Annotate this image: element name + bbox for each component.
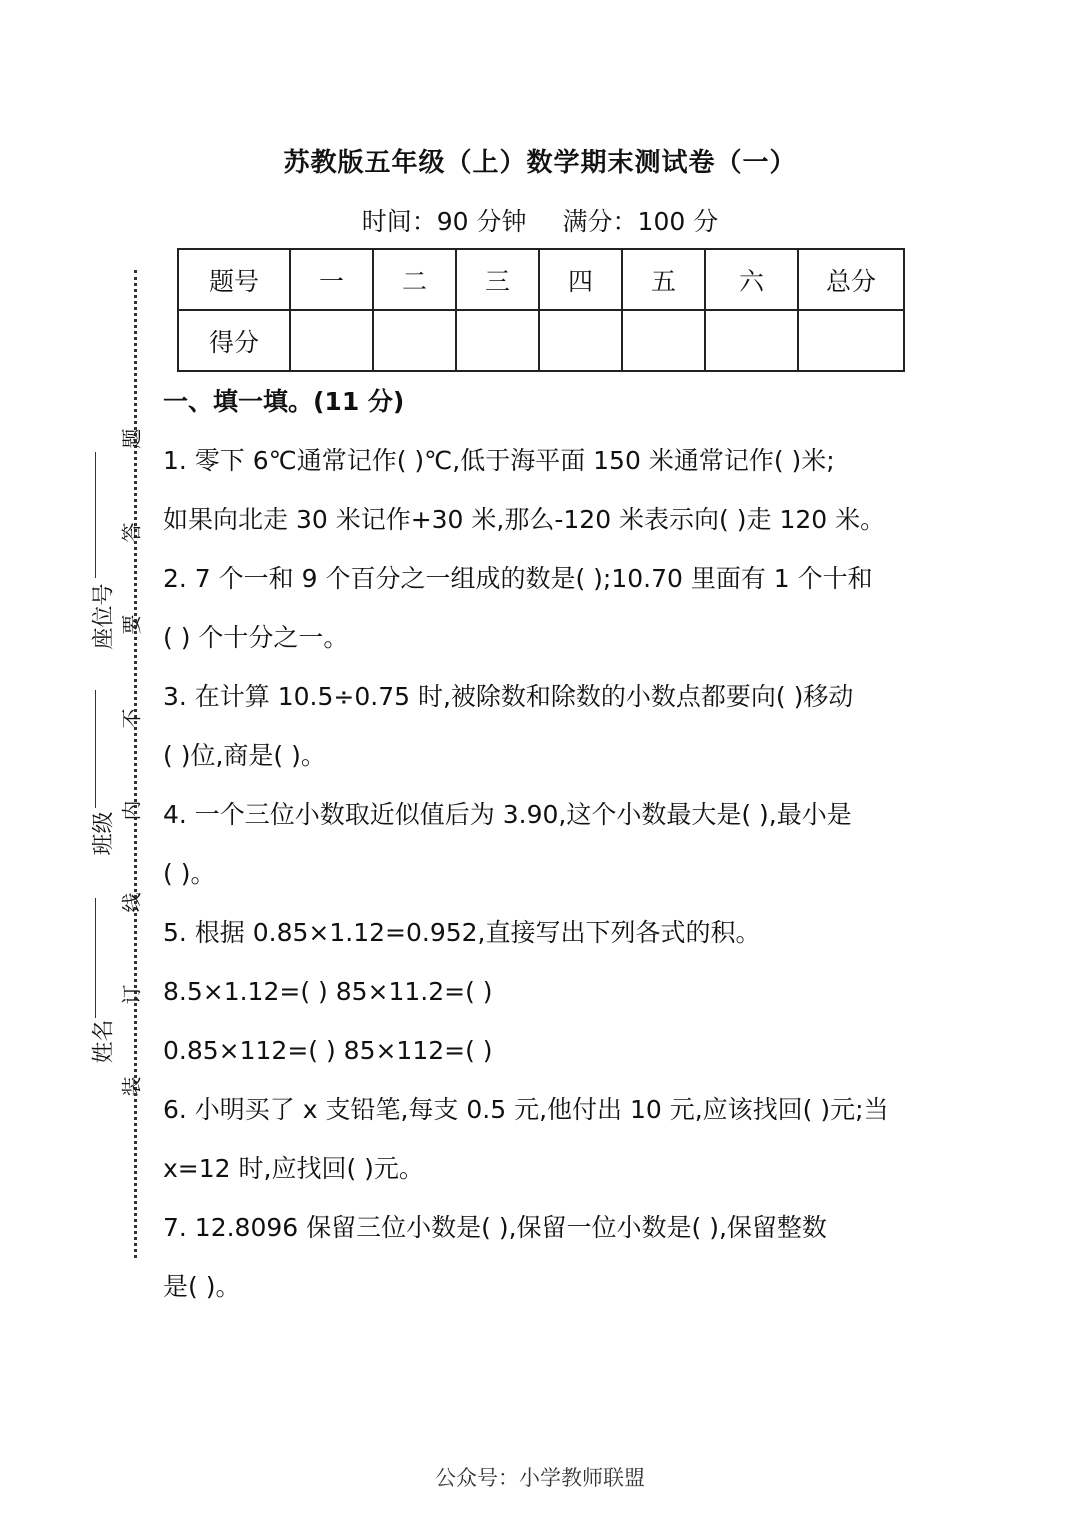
score-cell[interactable] [373, 310, 456, 371]
score-cell[interactable] [622, 310, 705, 371]
binding-char: 答 [119, 522, 144, 543]
seat-underline [95, 452, 96, 578]
header-cell: 三 [456, 249, 539, 310]
seat-label: 座位号 [91, 583, 117, 650]
exam-full-score: 满分：100 分 [562, 207, 719, 236]
question-line: ( )位,商是( )。 [163, 741, 326, 770]
question-line: 0.85×112=( ) 85×112=( ) [163, 1036, 493, 1065]
question-line: 7. 12.8096 保留三位小数是( ),保留一位小数是( ),保留整数 [163, 1213, 827, 1242]
class-underline [95, 690, 96, 808]
question-line: 3. 在计算 10.5÷0.75 时,被除数和除数的小数点都要向( )移动 [163, 682, 854, 711]
binding-char: 不 [119, 708, 144, 729]
section-heading: 一、填一填。(11 分) [163, 387, 405, 416]
question-line: 5. 根据 0.85×1.12=0.952,直接写出下列各式的积。 [163, 918, 761, 947]
header-cell: 一 [290, 249, 373, 310]
header-cell: 题号 [178, 249, 290, 310]
score-cell[interactable] [290, 310, 373, 371]
question-line: 6. 小明买了 x 支铅笔,每支 0.5 元,他付出 10 元,应该找回( )元;当 [163, 1095, 889, 1124]
question-line: x=12 时,应找回( )元。 [163, 1154, 424, 1183]
footer-credit: 公众号：小学教师联盟 [435, 1466, 645, 1490]
question-line: 如果向北走 30 米记作+30 米,那么-120 米表示向( )走 120 米。 [163, 505, 886, 534]
question-line: 1. 零下 6℃通常记作( )℃,低于海平面 150 米通常记作( )米; [163, 446, 835, 475]
binding-char: 要 [119, 614, 144, 635]
score-cell[interactable] [456, 310, 539, 371]
header-cell: 二 [373, 249, 456, 310]
exam-title: 苏教版五年级（上）数学期末测试卷（一） [283, 148, 797, 178]
header-cell: 四 [539, 249, 622, 310]
score-cell[interactable] [705, 310, 798, 371]
header-cell: 六 [705, 249, 798, 310]
name-underline [95, 898, 96, 1018]
header-cell: 五 [622, 249, 705, 310]
binding-char: 线 [119, 892, 144, 913]
question-line: 是( )。 [163, 1272, 241, 1301]
question-line: ( ) 个十分之一。 [163, 623, 349, 652]
score-cell[interactable] [798, 310, 904, 371]
exam-info [0, 202, 1080, 238]
score-table [177, 248, 905, 372]
question-line: 8.5×1.12=( ) 85×11.2=( ) [163, 977, 493, 1006]
row-label: 得分 [178, 310, 290, 371]
binding-dotted-line [134, 270, 137, 1258]
score-table-header-row [178, 249, 904, 310]
binding-char: 内 [119, 800, 144, 821]
question-line: 4. 一个三位小数取近似值后为 3.90,这个小数最大是( ),最小是 [163, 800, 852, 829]
class-label: 班级 [91, 811, 117, 856]
question-line: 2. 7 个一和 9 个百分之一组成的数是( );10.70 里面有 1 个十和 [163, 564, 873, 593]
binding-char: 装 [119, 1076, 144, 1097]
score-table-score-row [178, 310, 904, 371]
exam-time: 时间：90 分钟 [361, 207, 527, 236]
binding-char: 订 [119, 984, 144, 1005]
binding-char: 题 [119, 428, 144, 449]
name-label: 姓名 [91, 1019, 117, 1064]
score-cell[interactable] [539, 310, 622, 371]
question-line: ( )。 [163, 859, 216, 888]
header-cell: 总分 [798, 249, 904, 310]
